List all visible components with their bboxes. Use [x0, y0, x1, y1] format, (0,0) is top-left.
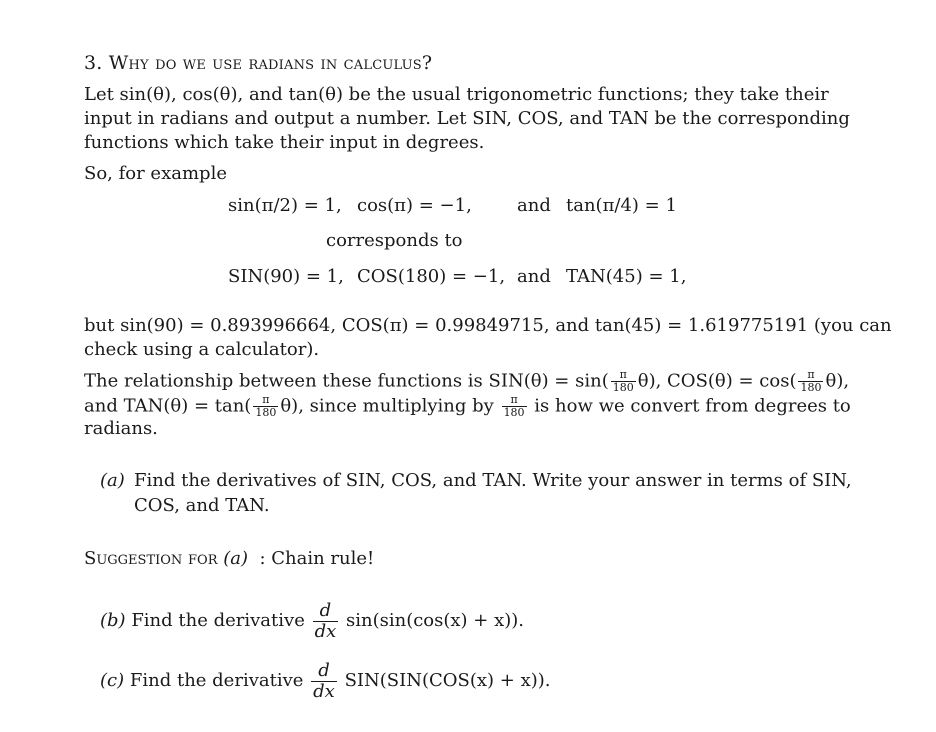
- part-c-expression: SIN(SIN(COS(x) + x)).: [344, 670, 551, 691]
- problem-number: 3.: [84, 52, 103, 74]
- pi-over-180-fraction: [502, 394, 527, 419]
- equation-sin-pi-over-2: sin(π/2) = 1,: [228, 195, 342, 216]
- suggestion-separator: :: [259, 548, 266, 569]
- equation-COS-180: COS(180) = −1,: [357, 266, 506, 287]
- equation-and-2: and: [517, 266, 551, 287]
- problem-title: Why do we use radians in calculus?: [108, 52, 433, 74]
- part-a-line-1: Find the derivatives of SIN, COS, and TAN. Write your answer in terms of SIN,: [134, 470, 852, 491]
- corresponds-to: corresponds to: [326, 230, 463, 251]
- part-b-text: Find the derivative: [131, 610, 305, 631]
- suggestion: [84, 548, 374, 569]
- fraction-numerator: π: [798, 369, 823, 382]
- fraction-numerator: π: [611, 369, 636, 382]
- example-intro: So, for example: [84, 163, 227, 184]
- derivative-numerator: d: [311, 661, 337, 682]
- fraction-numerator: π: [253, 394, 278, 407]
- fraction-denominator: 180: [255, 406, 277, 420]
- suggestion-text: Chain rule!: [271, 548, 375, 569]
- fraction-numerator: π: [502, 394, 527, 407]
- intro-line-1: Let sin(θ), cos(θ), and tan(θ) be the usual trigonometric functions; they take their: [84, 84, 829, 105]
- d-dx-fraction: [313, 601, 339, 642]
- intro-line-3: functions which take their input in degrees.: [84, 132, 485, 153]
- problem-heading: [84, 52, 432, 74]
- fraction-denominator: 180: [503, 406, 525, 420]
- equation-TAN-45: TAN(45) = 1,: [566, 266, 687, 287]
- part-c-label: (c): [100, 670, 125, 691]
- relationship-text-1b: θ), COS(θ) = cos(: [637, 370, 797, 392]
- relationship-text-2a: and TAN(θ) = tan(: [84, 395, 252, 417]
- part-b: [100, 598, 524, 644]
- pi-over-180-fraction: [611, 369, 636, 394]
- part-a-line-2: COS, and TAN.: [134, 495, 270, 516]
- relationship-line-1: [84, 369, 849, 394]
- derivative-denominator: dx: [314, 620, 337, 642]
- part-a-label: (a): [100, 470, 125, 491]
- part-b-expression: sin(sin(cos(x) + x)).: [346, 610, 525, 631]
- relationship-text-1a: The relationship between these functions is SIN(θ) = sin(: [84, 370, 609, 392]
- pi-over-180-fraction: [253, 394, 278, 419]
- pi-over-180-fraction: [798, 369, 823, 394]
- equation-and-1: and: [517, 195, 551, 216]
- relationship-line-3: radians.: [84, 418, 158, 439]
- part-c-text: Find the derivative: [129, 670, 304, 691]
- derivative-denominator: dx: [313, 680, 335, 702]
- relationship-text-2b: θ), since multiplying by: [280, 395, 494, 417]
- derivative-numerator: d: [313, 601, 339, 622]
- d-dx-fraction: [311, 661, 337, 702]
- equation-cos-pi: cos(π) = −1,: [357, 195, 472, 216]
- relationship-text-1c: θ),: [825, 370, 850, 392]
- relationship-line-2: [84, 394, 851, 419]
- but-line-2: check using a calculator).: [84, 339, 320, 360]
- part-b-label: (b): [100, 610, 126, 631]
- but-line-1: but sin(90) = 0.893996664, COS(π) = 0.99849715, and tan(45) = 1.619775191 (you can: [84, 315, 892, 336]
- relationship-text-2c: is how we convert from degrees to: [534, 395, 851, 417]
- equation-tan-pi-over-4: tan(π/4) = 1: [566, 195, 677, 216]
- intro-line-2: input in radians and output a number. Let SIN, COS, and TAN be the corresponding: [84, 108, 850, 129]
- equation-SIN-90: SIN(90) = 1,: [228, 266, 344, 287]
- part-c: [100, 658, 551, 704]
- suggestion-label: Suggestion for: [84, 548, 218, 569]
- fraction-denominator: 180: [612, 381, 634, 395]
- fraction-denominator: 180: [800, 381, 822, 395]
- suggestion-ref: (a): [223, 548, 248, 569]
